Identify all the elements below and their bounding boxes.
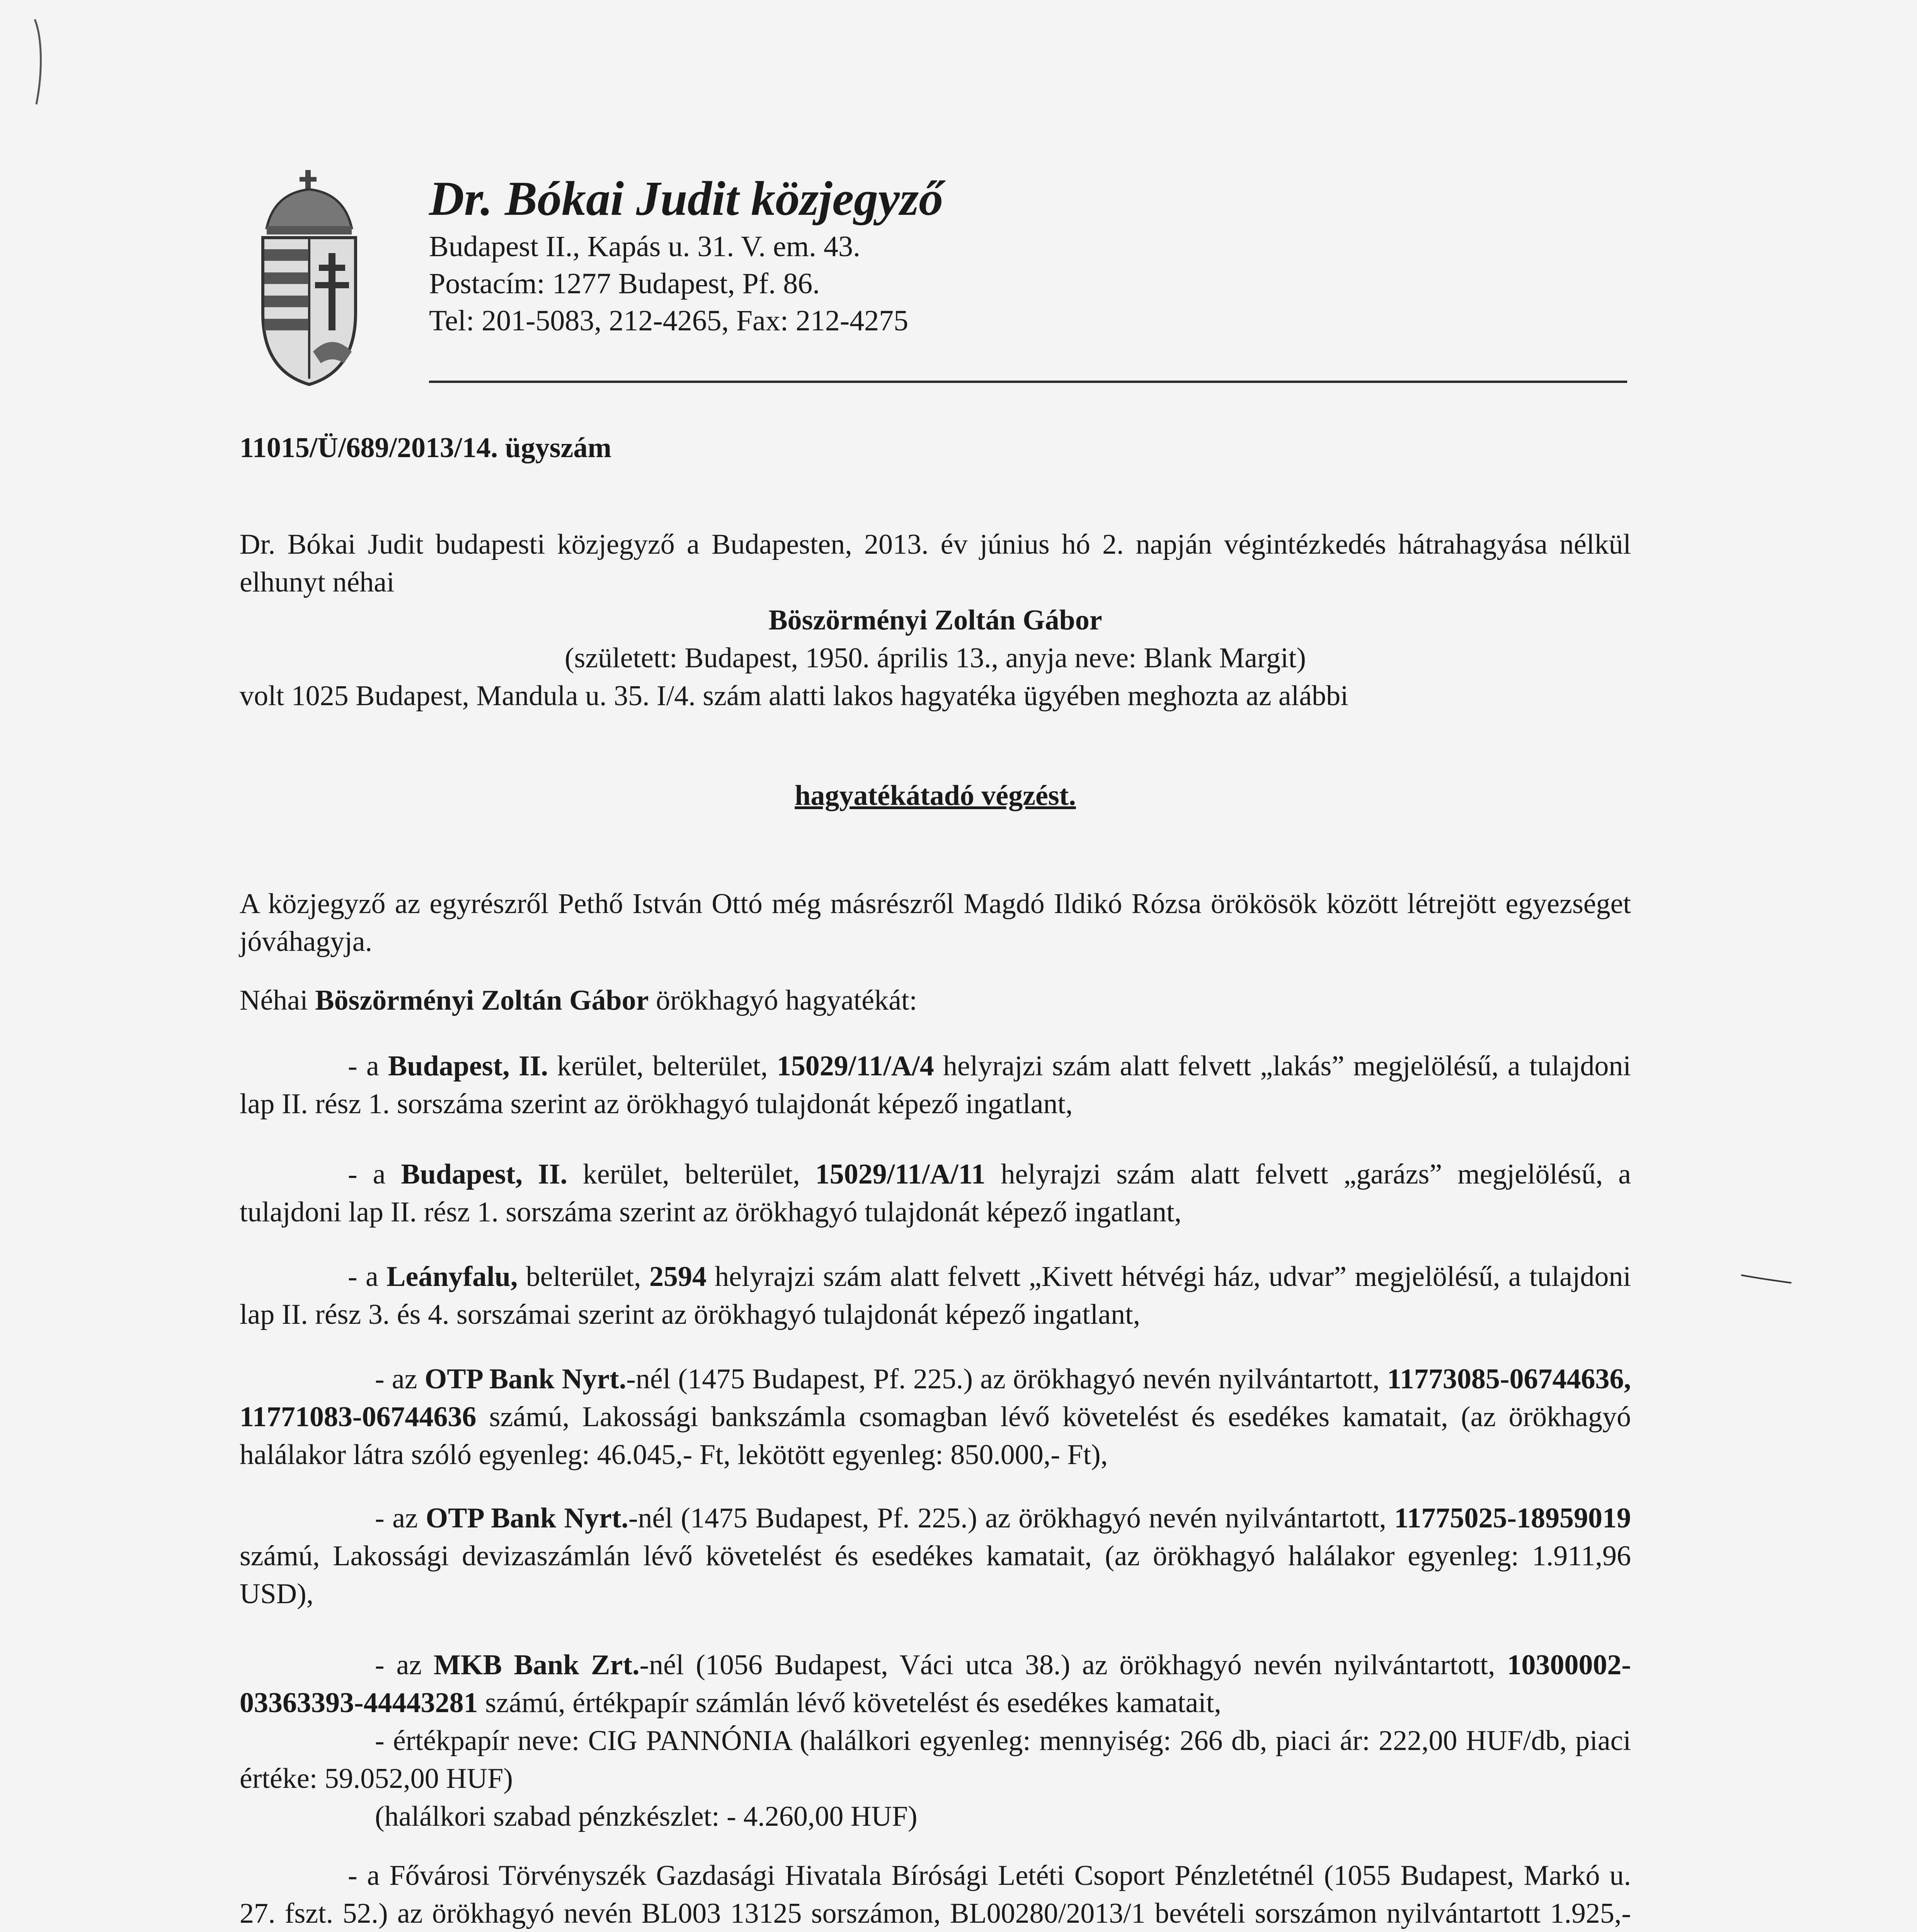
- birth-info: (született: Budapest, 1950. április 13., anyja neve: Blank Margit): [564, 642, 1306, 674]
- estate-item-lakas: - a Budapest, II. kerület, belterület, 15029/11/A/4 helyrajzi szám alatt felvett „lakás” megjelölésű, a tulajdoni lap II. rész 1. sorszáma szerint az örökhagyó tulajdonát képező ingatlant,: [240, 1050, 1631, 1120]
- free-cash: (halálkori szabad pénzkészlet: - 4.260,00 HUF): [375, 1801, 918, 1832]
- hungarian-coat-of-arms-icon: [251, 170, 367, 386]
- document-title: hagyatékátadó végzést.: [795, 780, 1076, 811]
- notary-phone: Tel: 201-5083, 212-4265, Fax: 212-4275: [429, 304, 909, 337]
- security-name: - értékpapír neve: CIG PANNÓNIA (halálkori egyenleg: mennyiség: 266 db, piaci ár: 222,00 HUF/db, piaci értéke: 59.052,00 HUF): [240, 1725, 1631, 1794]
- estate-item-cash-deposit: - a Fővárosi Törvényszék Gazdasági Hivatala Bírósági Letéti Csoport Pénzletétnél (1055 Budapest, Markó u. 27. fszt. 52.) az örökhagyó nevén BL003 13125 sorszámon, BL00280/2013/1 bevételi sorszámon nyilvántartott 1.925,-: [240, 1860, 1631, 1929]
- notary-name: Dr. Bókai Judit közjegyző: [429, 172, 943, 226]
- deceased-name: Böszörményi Zoltán Gábor: [768, 604, 1102, 636]
- mkb-account: - az MKB Bank Zrt.-nél (1056 Budapest, Váci utca 38.) az örökhagyó nevén nyilvántartott, 10300002-03363393-44443281 számú, értékpapír számlán lévő követelést és esedékes kamatait,: [240, 1649, 1631, 1719]
- intro-text: [240, 526, 1631, 715]
- pen-mark-icon: [1739, 1271, 1793, 1287]
- estate-item-garazs: - a Budapest, II. kerület, belterület, 15029/11/A/11 helyrajzi szám alatt felvett „garázs” megjelölésű, a tulajdoni lap II. rész 1. sorszáma szerint az örökhagyó tulajdonát képező ingatlant,: [240, 1158, 1631, 1228]
- estate-item-otp-account: - az OTP Bank Nyrt.-nél (1475 Budapest, Pf. 225.) az örökhagyó nevén nyilvántartott, 11773085-06744636, 11771083-06744636 számú, Lakossági bankszámla csomagban lévő követelést és esedékes kamatait, (az örökhagyó halálakor látra szóló egyenleg: 46.045,- Ft, lekötött egyenleg: 850.000,- Ft),: [240, 1363, 1631, 1471]
- estate-intro: Néhai Böszörményi Zoltán Gábor örökhagyó hagyatékát:: [240, 985, 918, 1016]
- letterhead: [429, 170, 1588, 339]
- staple-mark: [31, 15, 46, 108]
- notary-address: Budapest II., Kapás u. 31. V. em. 43.: [429, 230, 860, 263]
- notary-postal: Postacím: 1277 Budapest, Pf. 86.: [429, 267, 820, 300]
- estate-item-otp-foreign: - az OTP Bank Nyrt.-nél (1475 Budapest, Pf. 225.) az örökhagyó nevén nyilvántartott, 11775025-18959019 számú, Lakossági devizaszámlán lévő követelést és esedékes kamatait, (az örökhagyó halálakor egyenleg: 1.911,96 USD),: [240, 1502, 1631, 1610]
- intro-line: Dr. Bókai Judit budapesti közjegyző a Budapesten, 2013. év június hó 2. napján végintézkedés hátrahagyása nélkül elhunyt néhai: [240, 529, 1631, 598]
- estate-item-leanyfalu: - a Leányfalu, belterület, 2594 helyrajzi szám alatt felvett „Kivett hétvégi ház, udvar” megjelölésű, a tulajdoni lap II. rész 3. és 4. sorszámai szerint az örökhagyó tulajdonát képező ingatlant,: [240, 1261, 1631, 1330]
- estate-item-mkb-securities: [240, 1646, 1631, 1835]
- header-divider: [429, 381, 1627, 383]
- case-number: 11015/Ü/689/2013/14. ügyszám: [240, 432, 612, 464]
- residence-line: volt 1025 Budapest, Mandula u. 35. I/4. szám alatti lakos hagyatéka ügyében meghozta az alábbi: [240, 680, 1348, 712]
- approval-paragraph: A közjegyző az egyrészről Pethő István Ottó még másrészről Magdó Ildikó Rózsa örökösök között létrejött egyezséget jóváhagyja.: [240, 888, 1631, 957]
